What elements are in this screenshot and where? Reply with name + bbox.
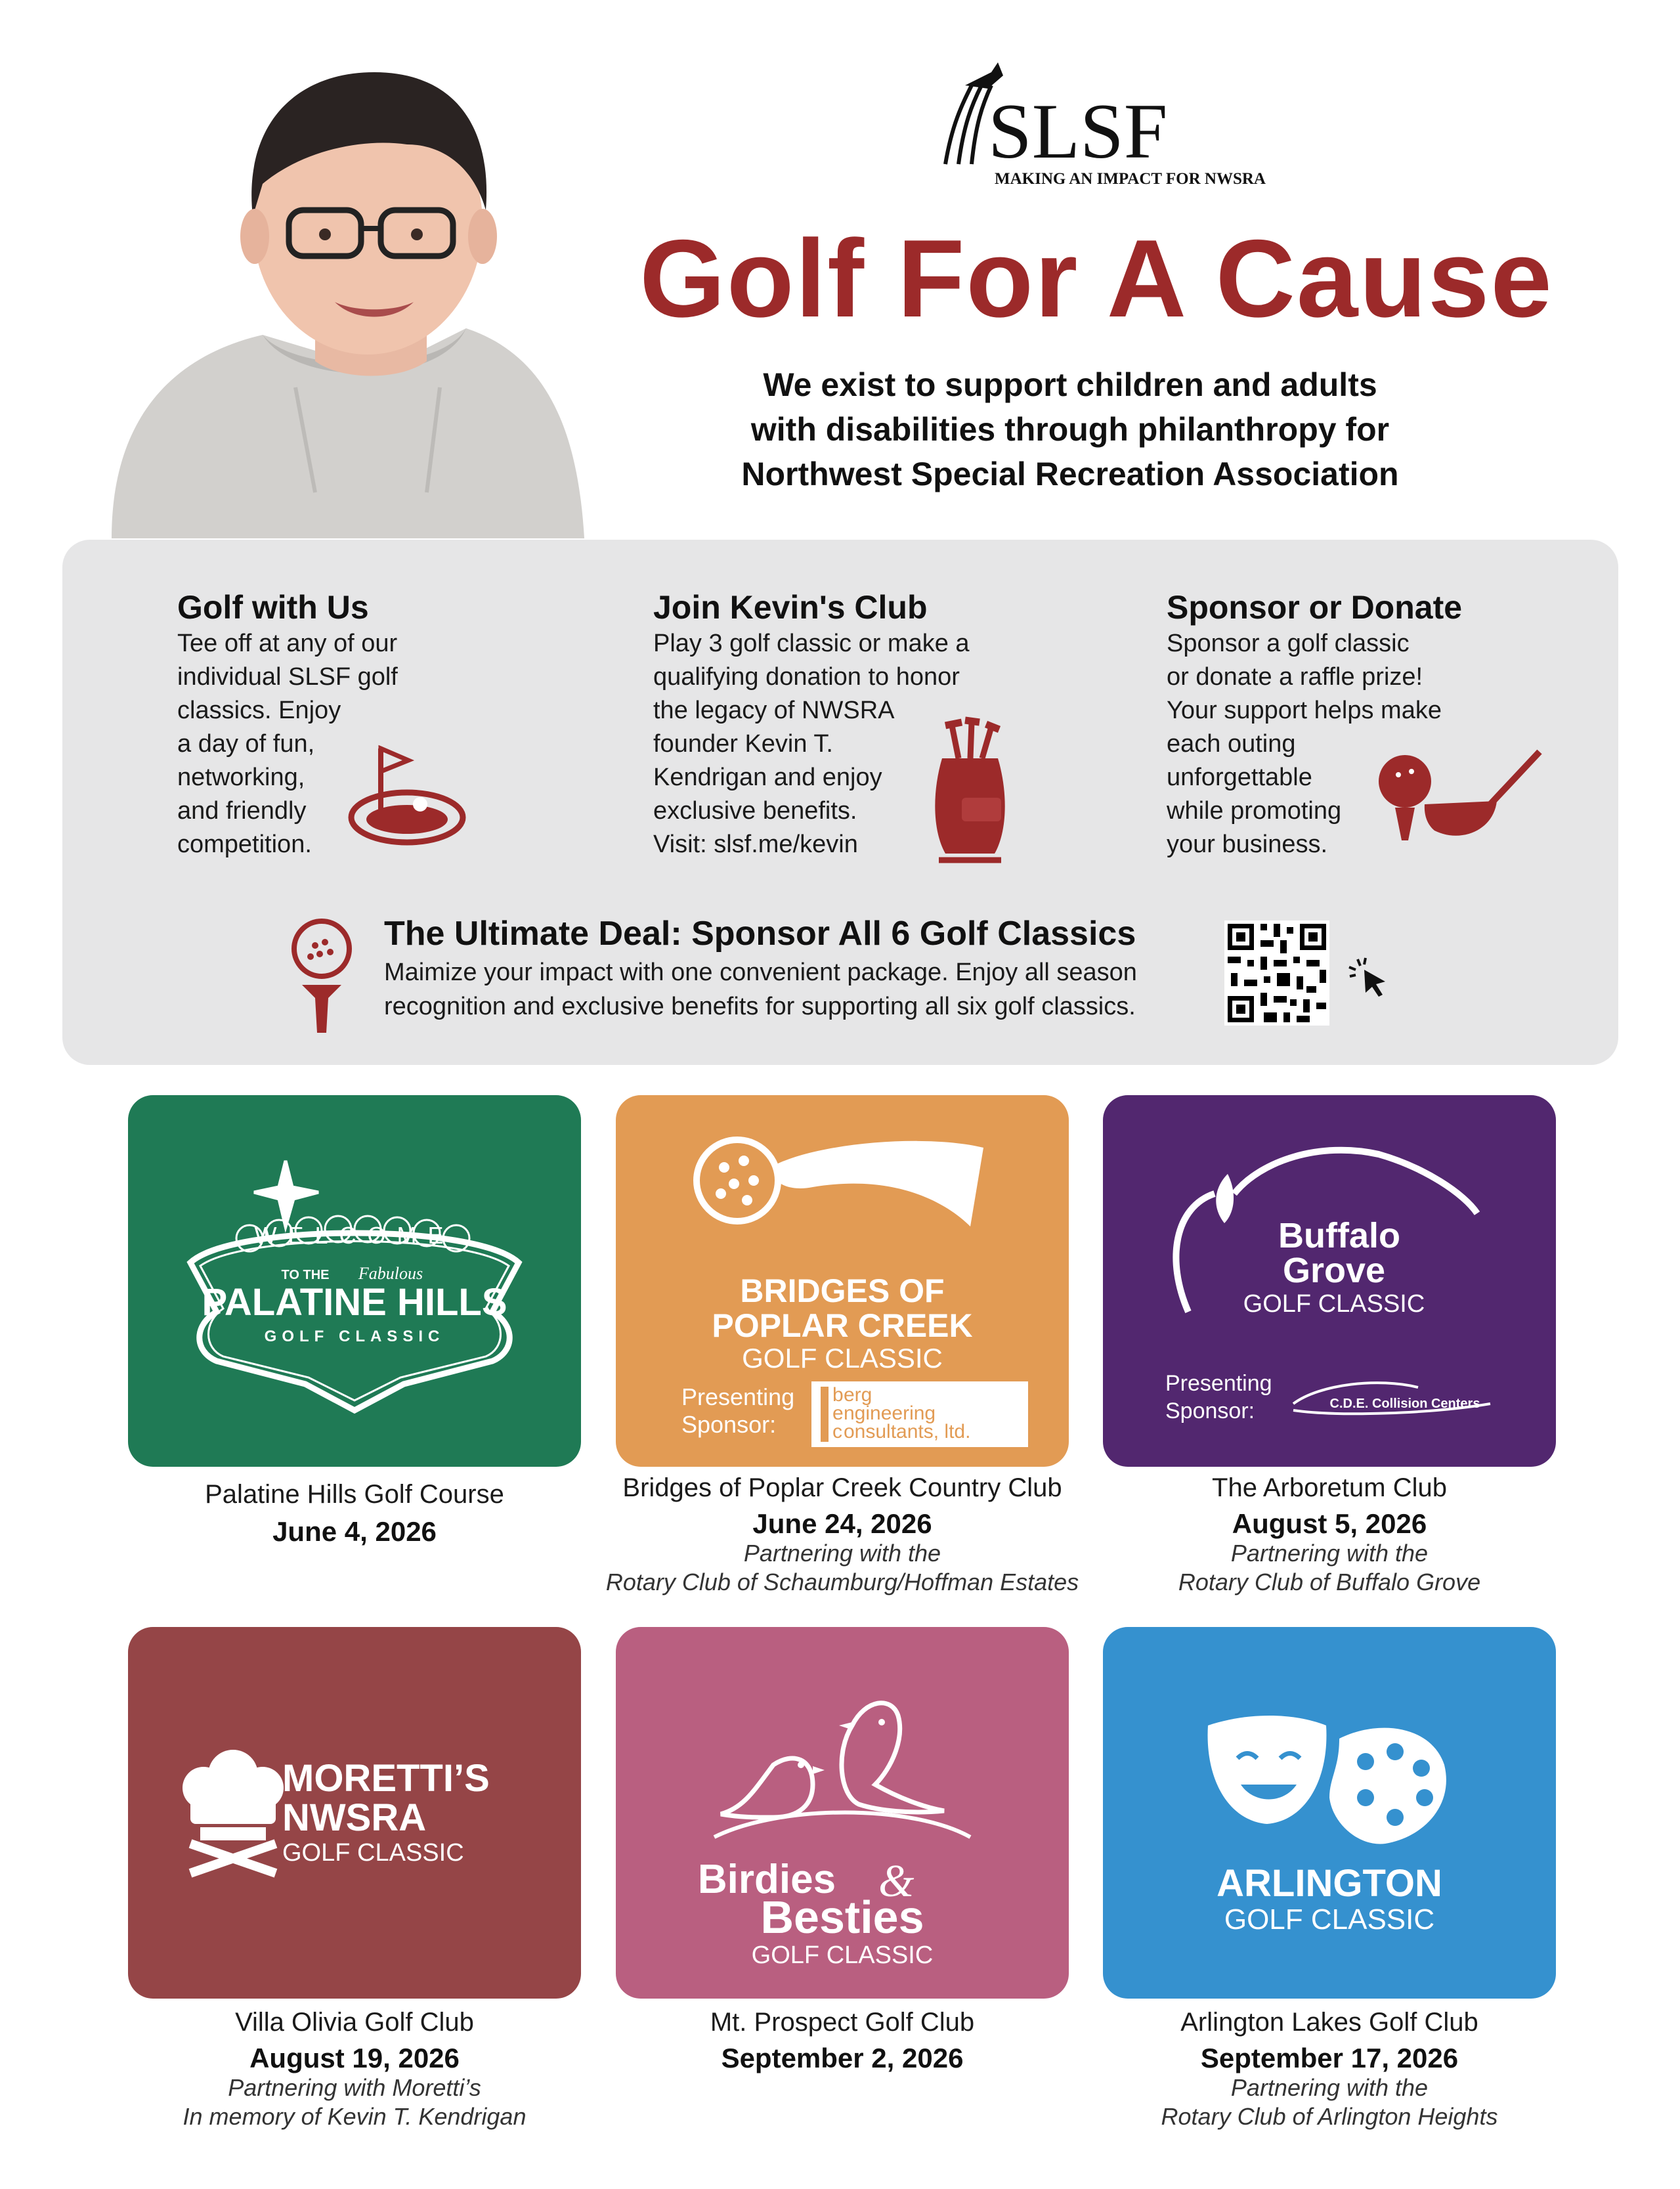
presenting-label: Presenting	[1165, 1371, 1272, 1396]
page-title: Golf For A Cause	[639, 217, 1553, 340]
slsf-logo-tagline: MAKING AN IMPACT FOR NWSRA	[995, 170, 1266, 188]
event-date: September 17, 2026	[1200, 2043, 1459, 2073]
text-line: Maimize your impact with one convenient package. Enjoy all season	[384, 959, 1137, 986]
partner-line: Partnering with the	[743, 1540, 941, 1567]
event-partner	[1034, 1539, 1625, 1597]
text-line: networking,	[177, 764, 305, 791]
event-venue: Bridges of Poplar Creek Country Club	[622, 1473, 1062, 1502]
text-line: qualifying donation to honor	[653, 663, 960, 691]
hero-photo	[98, 46, 584, 538]
text-line: classics. Enjoy	[177, 697, 341, 724]
partner-line: Rotary Club of Arlington Heights	[1161, 2103, 1498, 2130]
event-card-bridges-poplar-creek[interactable]	[616, 1095, 1069, 1467]
birdies-besties-logo	[616, 1627, 1069, 1999]
qr-code[interactable]	[1224, 921, 1329, 1026]
sponsor-label: Sponsor:	[681, 1411, 777, 1438]
logo-text: GOLF CLASSIC	[282, 1839, 464, 1867]
event-date: September 2, 2026	[721, 2043, 964, 2073]
partner-line: Partnering with Moretti’s	[228, 2074, 481, 2101]
event-date: June 24, 2026	[752, 1508, 932, 1539]
text-line: founder Kevin T.	[653, 730, 833, 758]
logo-text: GOLF CLASSIC	[264, 1328, 445, 1345]
mission-line: Northwest Special Recreation Association	[741, 456, 1399, 492]
logo-text: BRIDGES OF	[740, 1272, 945, 1309]
text-line: Play 3 golf classic or make a	[653, 630, 970, 657]
event-date: August 19, 2026	[249, 2043, 460, 2073]
text-line: Your support helps make	[1167, 697, 1442, 724]
logo-text: Buffalo	[1278, 1216, 1400, 1255]
bridges-poplar-creek-logo	[616, 1095, 1069, 1467]
event-venue: Mt. Prospect Golf Club	[710, 2008, 975, 2037]
logo-text: NWSRA	[282, 1796, 427, 1839]
partner-line: Partnering with the	[1230, 1540, 1429, 1567]
mission-line: with disabilities through philanthropy for	[750, 411, 1390, 448]
text-line: or donate a raffle prize!	[1167, 663, 1423, 691]
buffalo-grove-logo	[1103, 1095, 1556, 1467]
golf-with-us-heading: Golf with Us	[177, 589, 369, 626]
text-line: Kendrigan and enjoy	[653, 764, 882, 791]
arlington-logo	[1103, 1627, 1556, 1999]
partner-line: Partnering with the	[1230, 2074, 1429, 2101]
sponsor-name: onsultants, ltd.	[844, 1421, 971, 1442]
logo-text: Besties	[760, 1892, 924, 1943]
logo-text: PALATINE HILLS	[202, 1281, 507, 1324]
event-date: August 5, 2026	[1232, 1508, 1427, 1539]
logo-text: TO THE	[281, 1268, 330, 1282]
morettis-logo	[128, 1627, 581, 1999]
sponsor-initial: b	[832, 1384, 844, 1406]
presenting-label: Presenting	[681, 1383, 795, 1410]
event-venue: Arlington Lakes Golf Club	[1180, 2008, 1478, 2037]
event-venue: Villa Olivia Golf Club	[235, 2008, 474, 2037]
slsf-logo	[926, 59, 1266, 190]
text-line: the legacy of NWSRA	[653, 697, 895, 724]
ultimate-deal-text	[384, 955, 1238, 1024]
logo-text: Birdies	[697, 1857, 836, 1902]
kevins-club-heading: Join Kevin's Club	[653, 589, 928, 626]
logo-text: GOLF CLASSIC	[751, 1941, 934, 1969]
text-line: a day of fun,	[177, 730, 315, 758]
text-line: Tee off at any of our	[177, 630, 398, 657]
text-line: individual SLSF golf	[177, 663, 398, 691]
sponsor-donate-heading: Sponsor or Donate	[1167, 589, 1463, 626]
partner-line: Rotary Club of Schaumburg/Hoffman Estates	[605, 1569, 1079, 1595]
event-partner	[59, 2073, 650, 2131]
event-venue: The Arboretum Club	[1212, 1473, 1447, 1502]
sponsor-name: C.D.E. Collision Centers	[1329, 1397, 1480, 1411]
text-line: each outing	[1167, 730, 1296, 758]
cursor-click-icon	[1346, 955, 1392, 1001]
logo-text: GOLF CLASSIC	[1243, 1290, 1425, 1318]
event-partner	[1034, 2073, 1625, 2131]
event-venue: Palatine Hills Golf Course	[205, 1480, 504, 1509]
slsf-logo-text: SLSF	[988, 87, 1168, 175]
sponsor-label: Sponsor:	[1165, 1398, 1255, 1423]
event-card-arlington[interactable]	[1103, 1627, 1556, 1999]
logo-text: &	[878, 1856, 915, 1907]
partner-line: Rotary Club of Buffalo Grove	[1178, 1569, 1481, 1595]
sponsor-initial: c	[832, 1421, 842, 1442]
text-line: exclusive benefits.	[653, 797, 857, 825]
text-line: recognition and exclusive benefits for supporting all six golf classics.	[384, 993, 1136, 1020]
sponsor-initial: e	[832, 1402, 844, 1424]
sponsor-name: ngineering	[844, 1402, 936, 1424]
logo-text: GOLF CLASSIC	[742, 1343, 943, 1374]
text-line: Sponsor a golf classic	[1167, 630, 1410, 657]
sponsor-name: erg	[844, 1384, 872, 1406]
text-line: competition.	[177, 831, 312, 858]
golf-hole-flag-icon	[335, 742, 466, 847]
mission-statement	[657, 362, 1484, 496]
event-card-morettis[interactable]	[128, 1627, 581, 1999]
event-card-birdies-besties[interactable]	[616, 1627, 1069, 1999]
logo-text: ARLINGTON	[1217, 1862, 1442, 1905]
event-date: June 4, 2026	[272, 1516, 437, 1547]
partner-line: In memory of Kevin T. Kendrigan	[183, 2103, 527, 2130]
logo-text: Grove	[1282, 1251, 1386, 1290]
event-card-palatine-hills[interactable]	[128, 1095, 581, 1467]
palatine-hills-logo	[128, 1095, 581, 1467]
logo-text: MORETTI’S	[282, 1757, 490, 1800]
text-line: your business.	[1167, 831, 1328, 858]
golf-bag-icon	[926, 719, 1014, 863]
logo-text: POPLAR CREEK	[712, 1307, 973, 1344]
logo-text: WELCOME	[254, 1222, 455, 1249]
text-line: while promoting	[1167, 797, 1342, 825]
golf-ball-club-icon	[1375, 745, 1549, 844]
kevins-club-link[interactable]: Visit: slsf.me/kevin	[653, 831, 858, 858]
ultimate-deal-heading: The Ultimate Deal: Sponsor All 6 Golf Classics	[384, 915, 1136, 953]
text-line: and friendly	[177, 797, 307, 825]
event-card-buffalo-grove[interactable]	[1103, 1095, 1556, 1467]
golf-ball-tee-icon	[292, 916, 351, 1034]
mission-line: We exist to support children and adults	[763, 366, 1377, 403]
logo-text: GOLF CLASSIC	[1224, 1903, 1435, 1936]
logo-text: Fabulous	[358, 1264, 423, 1283]
text-line: unforgettable	[1167, 764, 1312, 791]
